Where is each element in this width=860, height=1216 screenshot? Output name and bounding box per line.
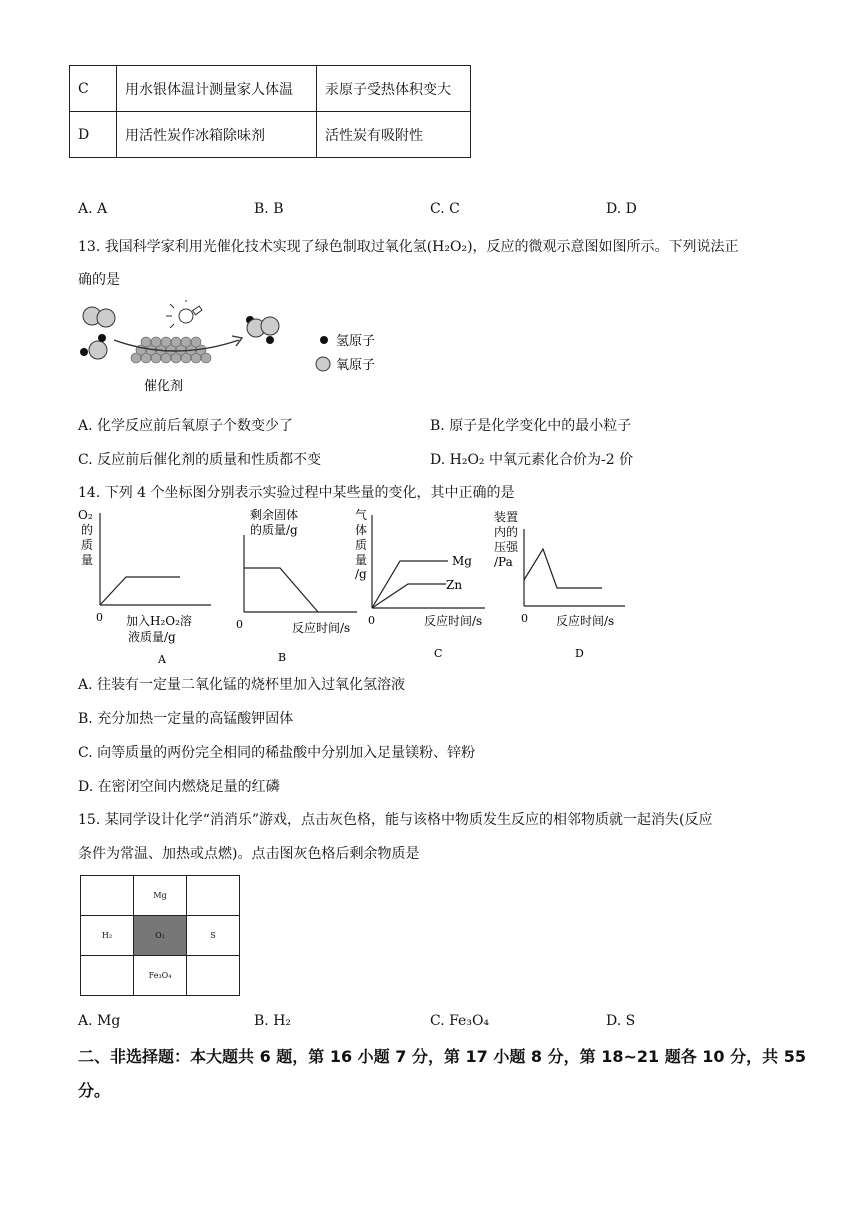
catalyst-label: 催化剂 xyxy=(144,379,184,394)
grid-cell-top[interactable]: Mg xyxy=(134,876,187,916)
q14-option-c[interactable]: C. 向等质量的两份完全相同的稀盐酸中分别加入足量镁粉、锌粉 xyxy=(78,745,476,761)
row-reason: 活性炭有吸附性 xyxy=(317,112,471,158)
q12-option-a[interactable]: A. A xyxy=(78,201,108,217)
q14-option-d[interactable]: D. 在密闭空间内燃烧足量的红磷 xyxy=(78,779,280,795)
q13-option-d[interactable]: D. H₂O₂ 中氧元素化合价为-2 价 xyxy=(430,452,634,468)
q14-option-b[interactable]: B. 充分加热一定量的高锰酸钾固体 xyxy=(78,711,294,727)
q14-graph-d xyxy=(490,505,630,670)
graph-a-origin: 0 xyxy=(96,611,103,624)
legend-hydrogen-dot xyxy=(320,336,328,344)
graph-a-curve xyxy=(100,577,180,605)
table-row xyxy=(70,66,471,112)
graph-b-ylabel: 的质量/g xyxy=(250,523,298,537)
graph-b-letter: B xyxy=(278,651,287,664)
row-practice: 用活性炭作冰箱除味剂 xyxy=(117,112,317,158)
q15-option-d[interactable]: D. S xyxy=(606,1013,636,1029)
q13-stem-line2: 确的是 xyxy=(78,272,120,288)
graph-c-origin: 0 xyxy=(368,614,375,627)
graph-c-series-mg: Mg xyxy=(452,554,472,568)
graph-a-ylabel: 质 xyxy=(81,538,94,552)
q15-stem-line2: 条件为常温、加热或点燃)。点击图灰色格后剩余物质是 xyxy=(78,846,420,862)
oxygen-atom xyxy=(97,309,115,327)
q14-option-a[interactable]: A. 往装有一定量二氧化锰的烧杯里加入过氧化氢溶液 xyxy=(78,677,406,693)
graph-a-xlabel: 加入H₂O₂溶 xyxy=(126,614,192,628)
graph-d-curve xyxy=(524,549,602,588)
graph-d-ylabel: 装置 xyxy=(494,510,519,524)
grid-cell-empty xyxy=(187,956,240,996)
graph-d-origin: 0 xyxy=(521,612,528,625)
q15-stem-line1: 15. 某同学设计化学“消消乐”游戏，点击灰色格，能与该格中物质发生反应的相邻物质就一起消失(反应 xyxy=(78,812,713,828)
q12-option-b[interactable]: B. B xyxy=(254,201,284,217)
graph-b-curve xyxy=(244,568,318,612)
graph-c-ylabel: /g xyxy=(355,567,367,581)
grid-cell-center-gray[interactable]: O₂ xyxy=(134,916,187,956)
graph-a-xlabel: 液质量/g xyxy=(128,630,176,644)
row-label: C xyxy=(70,66,117,112)
row-reason: 汞原子受热体积变大 xyxy=(317,66,471,112)
graph-d-ylabel: 内的 xyxy=(494,525,519,539)
grid-cell-left[interactable]: H₂ xyxy=(81,916,134,956)
hydrogen-atom xyxy=(80,348,88,356)
oxygen-atom xyxy=(89,341,107,359)
graph-a-letter: A xyxy=(158,653,166,666)
graph-b-ylabel: 剩余固体 xyxy=(250,508,299,522)
q13-option-b[interactable]: B. 原子是化学变化中的最小粒子 xyxy=(430,418,632,434)
graph-b-xlabel: 反应时间/s xyxy=(292,621,351,635)
row-practice: 用水银体温计测量家人体温 xyxy=(117,66,317,112)
graph-d-letter: D xyxy=(575,647,584,660)
grid-cell-empty xyxy=(81,956,134,996)
table-row xyxy=(70,112,471,158)
section2-heading-line1: 二、非选择题：本大题共 6 题，第 16 小题 7 分，第 17 小题 8 分，第 18~21 题各 10 分，共 55 xyxy=(78,1047,806,1066)
graph-c-letter: C xyxy=(434,647,443,660)
hydrogen-atom xyxy=(266,336,274,344)
graph-a-ylabel: O₂ xyxy=(78,508,93,522)
grid-cell-right[interactable]: S xyxy=(187,916,240,956)
grid-cell-empty xyxy=(81,876,134,916)
graph-c-series-zn: Zn xyxy=(446,578,463,592)
grid-cell-bottom[interactable]: Fe₃O₄ xyxy=(134,956,187,996)
graph-c-ylabel: 气 xyxy=(355,508,368,522)
legend-oxygen-label: 氧原子 xyxy=(336,358,376,373)
grid-cell-empty xyxy=(187,876,240,916)
row-label: D xyxy=(70,112,117,158)
graph-c-ylabel: 体 xyxy=(355,523,368,537)
q15-option-a[interactable]: A. Mg xyxy=(78,1013,121,1029)
q13-option-c[interactable]: C. 反应前后催化剂的质量和性质都不变 xyxy=(78,452,322,468)
q12-option-d[interactable]: D. D xyxy=(606,201,637,217)
q15-game-grid xyxy=(80,875,240,996)
hydrogen-atom xyxy=(98,334,106,342)
graph-c-ylabel: 量 xyxy=(355,553,368,567)
legend-oxygen-dot xyxy=(316,357,330,371)
graph-c-zn-curve xyxy=(372,584,446,608)
q14-graph-b xyxy=(232,505,362,670)
graph-b-origin: 0 xyxy=(236,618,243,631)
q13-reaction-diagram xyxy=(74,300,404,400)
q15-option-b[interactable]: B. H₂ xyxy=(254,1013,292,1029)
graph-d-xlabel: 反应时间/s xyxy=(556,614,615,628)
oxygen-atom xyxy=(261,317,279,335)
graph-d-ylabel: /Pa xyxy=(494,555,513,569)
graph-a-ylabel: 的 xyxy=(81,523,94,537)
q13-option-a[interactable]: A. 化学反应前后氧原子个数变少了 xyxy=(78,418,294,434)
q14-graph-c xyxy=(350,505,490,670)
q14-graph-a xyxy=(76,505,216,670)
graph-a-ylabel: 量 xyxy=(81,553,94,567)
q15-option-c[interactable]: C. Fe₃O₄ xyxy=(430,1013,490,1029)
graph-d-ylabel: 压强 xyxy=(494,540,519,554)
legend-hydrogen-label: 氢原子 xyxy=(336,334,376,349)
graph-c-xlabel: 反应时间/s xyxy=(424,614,483,628)
q12-table xyxy=(69,65,471,158)
graph-c-ylabel: 质 xyxy=(355,538,368,552)
section2-heading-line2: 分。 xyxy=(78,1081,111,1100)
q13-stem-line1: 13. 我国科学家利用光催化技术实现了绿色制取过氧化氢(H₂O₂)，反应的微观示意图如图所示。下列说法正 xyxy=(78,239,739,255)
q12-option-c[interactable]: C. C xyxy=(430,201,460,217)
light-bulb-icon xyxy=(166,300,202,328)
q14-stem: 14. 下列 4 个坐标图分别表示实验过程中某些量的变化，其中正确的是 xyxy=(78,485,515,501)
